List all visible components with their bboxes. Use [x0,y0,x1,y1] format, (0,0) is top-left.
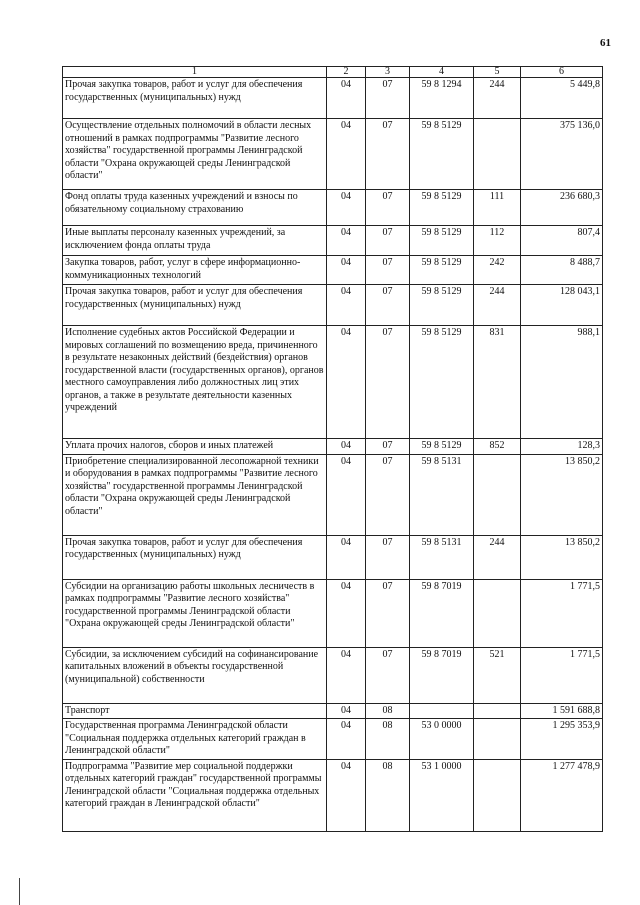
row-section-cell: 04 [327,703,366,719]
row-subsection-cell: 07 [366,326,410,439]
row-name-cell: Транспорт [63,703,327,719]
row-target-article-cell: 59 8 5129 [410,119,474,190]
table-row [63,719,603,760]
table-row [63,78,603,119]
row-subsection-cell: 07 [366,190,410,226]
page-number: 61 [600,37,611,49]
row-amount-cell: 1 771,5 [521,579,603,647]
row-name-cell: Прочая закупка товаров, работ и услуг для обеспечения государственных (муниципальных) нужд [63,535,327,579]
row-name-cell: Прочая закупка товаров, работ и услуг для обеспечения государственных (муниципальных) нужд [63,78,327,119]
row-amount-cell: 13 850,2 [521,454,603,535]
header-cell: 1 [63,67,327,78]
row-section-cell: 04 [327,256,366,285]
row-expense-type-cell: 244 [474,535,521,579]
row-target-article-cell: 59 8 5129 [410,439,474,455]
row-subsection-cell: 07 [366,647,410,703]
row-section-cell: 04 [327,579,366,647]
row-expense-type-cell: 244 [474,285,521,326]
row-target-article-cell: 59 8 7019 [410,579,474,647]
row-subsection-cell: 07 [366,78,410,119]
row-target-article-cell: 53 0 0000 [410,719,474,760]
row-subsection-cell: 08 [366,719,410,760]
row-name-cell: Субсидии, за исключением субсидий на софинансирование капитальных вложений в объекты государственной (муниципальной) собственности [63,647,327,703]
row-name-cell: Исполнение судебных актов Российской Федерации и мировых соглашений по возмещению вреда, причиненного в результате незаконных действий (бездействия) органов государственной власти (государственных органов), органов местного самоуправления либо должностных лиц этих органов, а также в результате деятельности казенных учреждений [63,326,327,439]
table-body [63,67,603,832]
row-expense-type-cell [474,759,521,831]
row-amount-cell: 236 680,3 [521,190,603,226]
header-cell: 5 [474,67,521,78]
row-amount-cell: 8 488,7 [521,256,603,285]
row-expense-type-cell [474,454,521,535]
row-subsection-cell: 07 [366,535,410,579]
row-name-cell: Уплата прочих налогов, сборов и иных платежей [63,439,327,455]
row-section-cell: 04 [327,119,366,190]
row-expense-type-cell: 112 [474,226,521,256]
row-amount-cell: 1 771,5 [521,647,603,703]
row-name-cell: Подпрограмма "Развитие мер социальной поддержки отдельных категорий граждан" государственной программы Ленинградской области "Социальная поддержка отдельных категорий граждан в Ленинградской области" [63,759,327,831]
table-row [63,256,603,285]
row-name-cell: Прочая закупка товаров, работ и услуг для обеспечения государственных (муниципальных) нужд [63,285,327,326]
row-subsection-cell: 08 [366,759,410,831]
row-section-cell: 04 [327,190,366,226]
table-row [63,119,603,190]
row-subsection-cell: 07 [366,119,410,190]
table-row [63,759,603,831]
row-amount-cell: 1 295 353,9 [521,719,603,760]
header-cell: 2 [327,67,366,78]
row-amount-cell: 128 043,1 [521,285,603,326]
row-target-article-cell: 59 8 1294 [410,78,474,119]
row-subsection-cell: 08 [366,703,410,719]
row-name-cell: Осуществление отдельных полномочий в области лесных отношений в рамках подпрограммы "Развитие лесного хозяйства" государственной программы Ленинградской области "Охрана окружающей среды Ленинградской области" [63,119,327,190]
row-section-cell: 04 [327,78,366,119]
row-expense-type-cell [474,703,521,719]
header-cell: 6 [521,67,603,78]
row-section-cell: 04 [327,285,366,326]
row-section-cell: 04 [327,759,366,831]
row-expense-type-cell: 831 [474,326,521,439]
table-row [63,703,603,719]
row-subsection-cell: 07 [366,454,410,535]
row-amount-cell: 1 591 688,8 [521,703,603,719]
row-target-article-cell [410,703,474,719]
table-row [63,454,603,535]
scan-edge-mark [19,878,20,905]
row-subsection-cell: 07 [366,579,410,647]
row-subsection-cell: 07 [366,439,410,455]
row-amount-cell: 988,1 [521,326,603,439]
row-amount-cell: 1 277 478,9 [521,759,603,831]
row-target-article-cell: 59 8 5129 [410,190,474,226]
row-section-cell: 04 [327,719,366,760]
row-subsection-cell: 07 [366,256,410,285]
table-row [63,579,603,647]
table-row [63,285,603,326]
row-amount-cell: 128,3 [521,439,603,455]
row-name-cell: Закупка товаров, работ, услуг в сфере информационно-коммуникационных технологий [63,256,327,285]
row-section-cell: 04 [327,439,366,455]
row-subsection-cell: 07 [366,226,410,256]
row-section-cell: 04 [327,535,366,579]
row-expense-type-cell: 521 [474,647,521,703]
row-expense-type-cell [474,119,521,190]
row-expense-type-cell: 852 [474,439,521,455]
table-header-row [63,67,603,78]
table-row [63,439,603,455]
row-name-cell: Государственная программа Ленинградской области "Социальная поддержка отдельных категорий граждан в Ленинградской области" [63,719,327,760]
row-amount-cell: 807,4 [521,226,603,256]
row-target-article-cell: 53 1 0000 [410,759,474,831]
row-target-article-cell: 59 8 5129 [410,326,474,439]
row-subsection-cell: 07 [366,285,410,326]
row-section-cell: 04 [327,326,366,439]
table-row [63,535,603,579]
row-expense-type-cell: 244 [474,78,521,119]
table-row [63,190,603,226]
row-expense-type-cell [474,719,521,760]
row-section-cell: 04 [327,226,366,256]
header-cell: 3 [366,67,410,78]
table-row [63,647,603,703]
header-cell: 4 [410,67,474,78]
row-amount-cell: 5 449,8 [521,78,603,119]
row-name-cell: Субсидии на организацию работы школьных лесничеств в рамках подпрограммы "Развитие лесного хозяйства" государственной программы Ленинградской области "Охрана окружающей среды Ленинградской области" [63,579,327,647]
table-row [63,226,603,256]
row-section-cell: 04 [327,647,366,703]
row-name-cell: Приобретение специализированной лесопожарной техники и оборудования в рамках подпрограммы "Развитие лесного хозяйства" государственной программы Ленинградской области "Охрана окружающей среды Ленинградской области" [63,454,327,535]
row-amount-cell: 13 850,2 [521,535,603,579]
row-expense-type-cell: 111 [474,190,521,226]
row-name-cell: Фонд оплаты труда казенных учреждений и взносы по обязательному социальному страхованию [63,190,327,226]
row-expense-type-cell: 242 [474,256,521,285]
row-target-article-cell: 59 8 5129 [410,226,474,256]
row-name-cell: Иные выплаты персоналу казенных учреждений, за исключением фонда оплаты труда [63,226,327,256]
table-row [63,326,603,439]
row-expense-type-cell [474,579,521,647]
row-target-article-cell: 59 8 5129 [410,256,474,285]
row-target-article-cell: 59 8 5129 [410,285,474,326]
row-amount-cell: 375 136,0 [521,119,603,190]
row-target-article-cell: 59 8 5131 [410,535,474,579]
row-section-cell: 04 [327,454,366,535]
row-target-article-cell: 59 8 5131 [410,454,474,535]
budget-table [62,66,603,832]
row-target-article-cell: 59 8 7019 [410,647,474,703]
